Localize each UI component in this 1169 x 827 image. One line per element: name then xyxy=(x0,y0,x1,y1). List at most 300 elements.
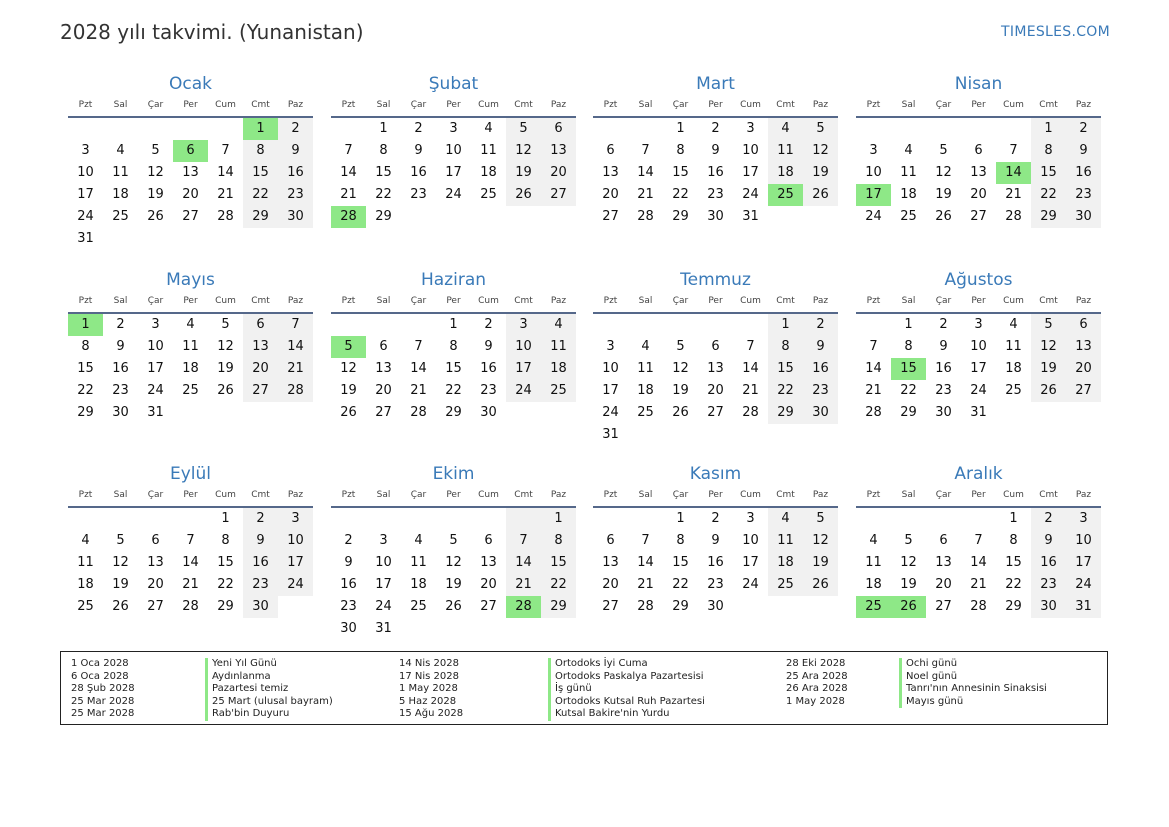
day-cell[interactable]: 25 xyxy=(182,383,199,398)
day-cell[interactable]: 19 xyxy=(217,361,234,376)
day-cell[interactable]: 19 xyxy=(445,577,462,592)
day-cell[interactable]: 18 xyxy=(768,552,803,574)
day-cell[interactable]: 9 xyxy=(116,339,125,354)
day-cell[interactable]: 13 xyxy=(602,165,619,180)
day-cell[interactable]: 14 xyxy=(340,165,357,180)
day-cell[interactable]: 22 xyxy=(217,577,234,592)
day-cell[interactable]: 22 xyxy=(1005,577,1022,592)
day-cell[interactable]: 26 xyxy=(217,383,234,398)
day-cell[interactable]: 25 xyxy=(410,599,427,614)
day-cell[interactable]: 15 xyxy=(445,361,462,376)
day-cell[interactable]: 7 xyxy=(746,339,755,354)
day-cell[interactable]: 13 xyxy=(147,555,164,570)
day-cell[interactable]: 16 xyxy=(480,361,497,376)
day-cell[interactable]: 25 xyxy=(112,209,129,224)
day-cell[interactable]: 7 xyxy=(414,339,423,354)
day-cell[interactable]: 27 xyxy=(541,184,576,206)
day-cell[interactable]: 20 xyxy=(1066,358,1101,380)
day-cell[interactable]: 3 xyxy=(278,508,313,530)
day-cell[interactable]: 17 xyxy=(742,555,759,570)
day-cell[interactable]: 3 xyxy=(746,511,755,526)
day-cell[interactable]: 30 xyxy=(480,405,497,420)
day-cell[interactable]: 6 xyxy=(939,533,948,548)
day-cell[interactable]: 24 xyxy=(375,599,392,614)
day-cell[interactable]: 15 xyxy=(672,555,689,570)
day-cell[interactable]: 29 xyxy=(243,206,278,228)
day-cell[interactable]: 21 xyxy=(637,577,654,592)
day-cell[interactable]: 18 xyxy=(900,187,917,202)
day-cell[interactable]: 10 xyxy=(970,339,987,354)
day-cell[interactable]: 27 xyxy=(970,209,987,224)
day-cell[interactable]: 23 xyxy=(480,383,497,398)
day-cell[interactable]: 23 xyxy=(1066,184,1101,206)
day-cell[interactable]: 4 xyxy=(541,314,576,336)
day-cell[interactable]: 7 xyxy=(186,533,195,548)
day-cell[interactable]: 14 xyxy=(865,361,882,376)
day-cell[interactable]: 21 xyxy=(865,383,882,398)
day-cell[interactable]: 13 xyxy=(375,361,392,376)
day-cell[interactable]: 5 xyxy=(939,143,948,158)
day-cell[interactable]: 20 xyxy=(375,383,392,398)
day-cell[interactable]: 1 xyxy=(449,317,458,332)
day-cell[interactable]: 25 xyxy=(1005,383,1022,398)
day-cell[interactable]: 21 xyxy=(340,187,357,202)
day-cell[interactable]: 11 xyxy=(112,165,129,180)
day-cell[interactable]: 9 xyxy=(344,555,353,570)
day-cell[interactable]: 12 xyxy=(112,555,129,570)
day-cell[interactable]: 6 xyxy=(484,533,493,548)
day-cell[interactable]: 25 xyxy=(77,599,94,614)
day-cell[interactable]: 22 xyxy=(768,380,803,402)
day-cell[interactable]: 31 xyxy=(147,405,164,420)
day-cell[interactable]: 3 xyxy=(974,317,983,332)
day-cell[interactable]: 10 xyxy=(278,530,313,552)
day-cell[interactable]: 17 xyxy=(1066,552,1101,574)
day-cell[interactable]: 14 xyxy=(742,361,759,376)
day-cell[interactable]: 8 xyxy=(379,143,388,158)
day-cell[interactable]: 12 xyxy=(445,555,462,570)
day-cell[interactable]: 15 xyxy=(217,555,234,570)
day-cell[interactable]: 16 xyxy=(707,165,724,180)
day-cell[interactable]: 17 xyxy=(856,184,891,206)
day-cell[interactable]: 24 xyxy=(602,405,619,420)
day-cell[interactable]: 12 xyxy=(147,165,164,180)
day-cell[interactable]: 8 xyxy=(221,533,230,548)
day-cell[interactable]: 17 xyxy=(77,187,94,202)
day-cell[interactable]: 14 xyxy=(217,165,234,180)
day-cell[interactable]: 10 xyxy=(865,165,882,180)
day-cell[interactable]: 30 xyxy=(243,596,278,618)
day-cell[interactable]: 8 xyxy=(768,336,803,358)
day-cell[interactable]: 7 xyxy=(641,143,650,158)
day-cell[interactable]: 23 xyxy=(243,574,278,596)
day-cell[interactable]: 18 xyxy=(637,383,654,398)
day-cell[interactable]: 14 xyxy=(637,165,654,180)
day-cell[interactable]: 6 xyxy=(151,533,160,548)
day-cell[interactable]: 14 xyxy=(970,555,987,570)
day-cell[interactable]: 30 xyxy=(707,599,724,614)
day-cell[interactable]: 11 xyxy=(865,555,882,570)
day-cell[interactable]: 20 xyxy=(182,187,199,202)
day-cell[interactable]: 16 xyxy=(243,552,278,574)
day-cell[interactable]: 8 xyxy=(1031,140,1066,162)
day-cell[interactable]: 18 xyxy=(112,187,129,202)
day-cell[interactable]: 8 xyxy=(904,339,913,354)
day-cell[interactable]: 2 xyxy=(711,511,720,526)
day-cell[interactable]: 2 xyxy=(484,317,493,332)
day-cell[interactable]: 4 xyxy=(81,533,90,548)
day-cell[interactable]: 22 xyxy=(375,187,392,202)
day-cell[interactable]: 2 xyxy=(1066,118,1101,140)
day-cell[interactable]: 6 xyxy=(379,339,388,354)
day-cell[interactable]: 21 xyxy=(742,383,759,398)
day-cell[interactable]: 22 xyxy=(243,184,278,206)
day-cell[interactable]: 16 xyxy=(410,165,427,180)
day-cell[interactable]: 7 xyxy=(221,143,230,158)
day-cell[interactable]: 29 xyxy=(900,405,917,420)
day-cell[interactable]: 30 xyxy=(112,405,129,420)
day-cell[interactable]: 10 xyxy=(742,533,759,548)
day-cell[interactable]: 10 xyxy=(742,143,759,158)
day-cell[interactable]: 21 xyxy=(506,574,541,596)
day-cell[interactable]: 3 xyxy=(606,339,615,354)
day-cell[interactable]: 1 xyxy=(68,314,103,336)
day-cell[interactable]: 3 xyxy=(869,143,878,158)
day-cell[interactable]: 21 xyxy=(637,187,654,202)
day-cell[interactable]: 3 xyxy=(449,121,458,136)
day-cell[interactable]: 21 xyxy=(970,577,987,592)
day-cell[interactable]: 10 xyxy=(1066,530,1101,552)
day-cell[interactable]: 3 xyxy=(379,533,388,548)
day-cell[interactable]: 5 xyxy=(116,533,125,548)
day-cell[interactable]: 28 xyxy=(865,405,882,420)
day-cell[interactable]: 29 xyxy=(672,209,689,224)
day-cell[interactable]: 28 xyxy=(637,599,654,614)
day-cell[interactable]: 16 xyxy=(935,361,952,376)
day-cell[interactable]: 25 xyxy=(768,184,803,206)
day-cell[interactable]: 7 xyxy=(869,339,878,354)
day-cell[interactable]: 19 xyxy=(340,383,357,398)
day-cell[interactable]: 2 xyxy=(116,317,125,332)
day-cell[interactable]: 2 xyxy=(414,121,423,136)
day-cell[interactable]: 15 xyxy=(375,165,392,180)
day-cell[interactable]: 2 xyxy=(278,118,313,140)
day-cell[interactable]: 28 xyxy=(278,380,313,402)
day-cell[interactable]: 30 xyxy=(1031,596,1066,618)
day-cell[interactable]: 22 xyxy=(672,187,689,202)
day-cell[interactable]: 13 xyxy=(1066,336,1101,358)
day-cell[interactable]: 8 xyxy=(1009,533,1018,548)
day-cell[interactable]: 4 xyxy=(768,508,803,530)
day-cell[interactable]: 26 xyxy=(803,574,838,596)
day-cell[interactable]: 13 xyxy=(935,555,952,570)
day-cell[interactable]: 20 xyxy=(541,162,576,184)
day-cell[interactable]: 8 xyxy=(676,533,685,548)
day-cell[interactable]: 27 xyxy=(375,405,392,420)
day-cell[interactable]: 11 xyxy=(900,165,917,180)
day-cell[interactable]: 19 xyxy=(803,162,838,184)
day-cell[interactable]: 13 xyxy=(182,165,199,180)
day-cell[interactable]: 5 xyxy=(904,533,913,548)
day-cell[interactable]: 14 xyxy=(637,555,654,570)
day-cell[interactable]: 8 xyxy=(81,339,90,354)
day-cell[interactable]: 17 xyxy=(278,552,313,574)
day-cell[interactable]: 27 xyxy=(935,599,952,614)
day-cell[interactable]: 20 xyxy=(147,577,164,592)
day-cell[interactable]: 31 xyxy=(742,209,759,224)
day-cell[interactable]: 29 xyxy=(1031,206,1066,228)
day-cell[interactable]: 3 xyxy=(746,121,755,136)
day-cell[interactable]: 22 xyxy=(1031,184,1066,206)
day-cell[interactable]: 5 xyxy=(331,336,366,358)
day-cell[interactable]: 9 xyxy=(414,143,423,158)
day-cell[interactable]: 1 xyxy=(768,314,803,336)
day-cell[interactable]: 12 xyxy=(935,165,952,180)
day-cell[interactable]: 7 xyxy=(974,533,983,548)
day-cell[interactable]: 19 xyxy=(1031,358,1066,380)
day-cell[interactable]: 10 xyxy=(602,361,619,376)
day-cell[interactable]: 16 xyxy=(707,555,724,570)
day-cell[interactable]: 28 xyxy=(331,206,366,228)
day-cell[interactable]: 24 xyxy=(1066,574,1101,596)
day-cell[interactable]: 18 xyxy=(182,361,199,376)
day-cell[interactable]: 11 xyxy=(77,555,94,570)
day-cell[interactable]: 7 xyxy=(344,143,353,158)
day-cell[interactable]: 14 xyxy=(410,361,427,376)
day-cell[interactable]: 4 xyxy=(869,533,878,548)
day-cell[interactable]: 9 xyxy=(1031,530,1066,552)
day-cell[interactable]: 21 xyxy=(217,187,234,202)
day-cell[interactable]: 15 xyxy=(243,162,278,184)
day-cell[interactable]: 15 xyxy=(77,361,94,376)
day-cell[interactable]: 29 xyxy=(768,402,803,424)
day-cell[interactable]: 22 xyxy=(541,574,576,596)
day-cell[interactable]: 27 xyxy=(147,599,164,614)
day-cell[interactable]: 2 xyxy=(243,508,278,530)
day-cell[interactable]: 2 xyxy=(711,121,720,136)
day-cell[interactable]: 25 xyxy=(541,380,576,402)
day-cell[interactable]: 9 xyxy=(939,339,948,354)
day-cell[interactable]: 1 xyxy=(541,508,576,530)
day-cell[interactable]: 27 xyxy=(182,209,199,224)
day-cell[interactable]: 10 xyxy=(445,143,462,158)
day-cell[interactable]: 18 xyxy=(410,577,427,592)
day-cell[interactable]: 26 xyxy=(803,184,838,206)
day-cell[interactable]: 1 xyxy=(1031,118,1066,140)
day-cell[interactable]: 6 xyxy=(173,140,208,162)
day-cell[interactable]: 1 xyxy=(243,118,278,140)
day-cell[interactable]: 11 xyxy=(182,339,199,354)
day-cell[interactable]: 12 xyxy=(1031,336,1066,358)
day-cell[interactable]: 14 xyxy=(182,555,199,570)
day-cell[interactable]: 23 xyxy=(707,187,724,202)
day-cell[interactable]: 23 xyxy=(707,577,724,592)
day-cell[interactable]: 5 xyxy=(506,118,541,140)
day-cell[interactable]: 18 xyxy=(480,165,497,180)
day-cell[interactable]: 29 xyxy=(77,405,94,420)
day-cell[interactable]: 20 xyxy=(480,577,497,592)
day-cell[interactable]: 30 xyxy=(935,405,952,420)
day-cell[interactable]: 23 xyxy=(410,187,427,202)
day-cell[interactable]: 2 xyxy=(344,533,353,548)
day-cell[interactable]: 26 xyxy=(891,596,926,618)
day-cell[interactable]: 24 xyxy=(147,383,164,398)
day-cell[interactable]: 7 xyxy=(641,533,650,548)
day-cell[interactable]: 31 xyxy=(970,405,987,420)
day-cell[interactable]: 4 xyxy=(414,533,423,548)
day-cell[interactable]: 27 xyxy=(1066,380,1101,402)
day-cell[interactable]: 18 xyxy=(1005,361,1022,376)
day-cell[interactable]: 11 xyxy=(768,140,803,162)
day-cell[interactable]: 4 xyxy=(768,118,803,140)
day-cell[interactable]: 17 xyxy=(970,361,987,376)
day-cell[interactable]: 12 xyxy=(506,140,541,162)
day-cell[interactable]: 31 xyxy=(1066,596,1101,618)
day-cell[interactable]: 23 xyxy=(340,599,357,614)
day-cell[interactable]: 7 xyxy=(1009,143,1018,158)
day-cell[interactable]: 29 xyxy=(672,599,689,614)
day-cell[interactable]: 28 xyxy=(182,599,199,614)
day-cell[interactable]: 22 xyxy=(445,383,462,398)
day-cell[interactable]: 5 xyxy=(803,118,838,140)
day-cell[interactable]: 19 xyxy=(935,187,952,202)
day-cell[interactable]: 14 xyxy=(506,552,541,574)
day-cell[interactable]: 18 xyxy=(77,577,94,592)
day-cell[interactable]: 6 xyxy=(606,143,615,158)
day-cell[interactable]: 15 xyxy=(541,552,576,574)
day-cell[interactable]: 4 xyxy=(641,339,650,354)
day-cell[interactable]: 9 xyxy=(1066,140,1101,162)
day-cell[interactable]: 5 xyxy=(803,508,838,530)
day-cell[interactable]: 17 xyxy=(375,577,392,592)
day-cell[interactable]: 28 xyxy=(970,599,987,614)
day-cell[interactable]: 15 xyxy=(768,358,803,380)
day-cell[interactable]: 16 xyxy=(340,577,357,592)
day-cell[interactable]: 29 xyxy=(541,596,576,618)
day-cell[interactable]: 24 xyxy=(742,187,759,202)
day-cell[interactable]: 23 xyxy=(1031,574,1066,596)
day-cell[interactable]: 28 xyxy=(1005,209,1022,224)
day-cell[interactable]: 31 xyxy=(375,621,392,636)
day-cell[interactable]: 18 xyxy=(768,162,803,184)
day-cell[interactable]: 27 xyxy=(602,599,619,614)
day-cell[interactable]: 9 xyxy=(711,533,720,548)
day-cell[interactable]: 28 xyxy=(217,209,234,224)
day-cell[interactable]: 23 xyxy=(803,380,838,402)
day-cell[interactable]: 20 xyxy=(707,383,724,398)
day-cell[interactable]: 9 xyxy=(803,336,838,358)
day-cell[interactable]: 30 xyxy=(340,621,357,636)
day-cell[interactable]: 27 xyxy=(480,599,497,614)
day-cell[interactable]: 1 xyxy=(221,511,230,526)
day-cell[interactable]: 22 xyxy=(672,577,689,592)
day-cell[interactable]: 2 xyxy=(803,314,838,336)
day-cell[interactable]: 17 xyxy=(147,361,164,376)
day-cell[interactable]: 21 xyxy=(410,383,427,398)
day-cell[interactable]: 30 xyxy=(1066,206,1101,228)
day-cell[interactable]: 6 xyxy=(541,118,576,140)
day-cell[interactable]: 5 xyxy=(676,339,685,354)
day-cell[interactable]: 4 xyxy=(904,143,913,158)
day-cell[interactable]: 14 xyxy=(996,162,1031,184)
day-cell[interactable]: 3 xyxy=(81,143,90,158)
day-cell[interactable]: 31 xyxy=(77,231,94,246)
day-cell[interactable]: 25 xyxy=(480,187,497,202)
day-cell[interactable]: 10 xyxy=(506,336,541,358)
day-cell[interactable]: 14 xyxy=(278,336,313,358)
day-cell[interactable]: 17 xyxy=(742,165,759,180)
day-cell[interactable]: 26 xyxy=(935,209,952,224)
day-cell[interactable]: 26 xyxy=(1031,380,1066,402)
day-cell[interactable]: 3 xyxy=(506,314,541,336)
day-cell[interactable]: 3 xyxy=(151,317,160,332)
day-cell[interactable]: 27 xyxy=(707,405,724,420)
day-cell[interactable]: 12 xyxy=(217,339,234,354)
day-cell[interactable]: 9 xyxy=(278,140,313,162)
day-cell[interactable]: 27 xyxy=(602,209,619,224)
day-cell[interactable]: 10 xyxy=(375,555,392,570)
day-cell[interactable]: 11 xyxy=(768,530,803,552)
day-cell[interactable]: 18 xyxy=(541,358,576,380)
day-cell[interactable]: 12 xyxy=(340,361,357,376)
day-cell[interactable]: 12 xyxy=(803,530,838,552)
day-cell[interactable]: 24 xyxy=(445,187,462,202)
day-cell[interactable]: 20 xyxy=(602,187,619,202)
day-cell[interactable]: 22 xyxy=(900,383,917,398)
day-cell[interactable]: 25 xyxy=(856,596,891,618)
day-cell[interactable]: 19 xyxy=(506,162,541,184)
day-cell[interactable]: 29 xyxy=(217,599,234,614)
day-cell[interactable]: 12 xyxy=(900,555,917,570)
day-cell[interactable]: 16 xyxy=(278,162,313,184)
day-cell[interactable]: 5 xyxy=(151,143,160,158)
day-cell[interactable]: 26 xyxy=(147,209,164,224)
day-cell[interactable]: 25 xyxy=(900,209,917,224)
day-cell[interactable]: 8 xyxy=(541,530,576,552)
day-cell[interactable]: 28 xyxy=(742,405,759,420)
day-cell[interactable]: 4 xyxy=(116,143,125,158)
day-cell[interactable]: 11 xyxy=(1005,339,1022,354)
day-cell[interactable]: 3 xyxy=(1066,508,1101,530)
day-cell[interactable]: 10 xyxy=(147,339,164,354)
day-cell[interactable]: 24 xyxy=(742,577,759,592)
day-cell[interactable]: 19 xyxy=(900,577,917,592)
day-cell[interactable]: 17 xyxy=(506,358,541,380)
day-cell[interactable]: 1 xyxy=(1009,511,1018,526)
day-cell[interactable]: 20 xyxy=(970,187,987,202)
day-cell[interactable]: 15 xyxy=(672,165,689,180)
day-cell[interactable]: 21 xyxy=(182,577,199,592)
day-cell[interactable]: 23 xyxy=(112,383,129,398)
day-cell[interactable]: 28 xyxy=(506,596,541,618)
day-cell[interactable]: 30 xyxy=(278,206,313,228)
day-cell[interactable]: 13 xyxy=(541,140,576,162)
day-cell[interactable]: 1 xyxy=(676,511,685,526)
day-cell[interactable]: 8 xyxy=(449,339,458,354)
day-cell[interactable]: 24 xyxy=(970,383,987,398)
day-cell[interactable]: 11 xyxy=(410,555,427,570)
day-cell[interactable]: 4 xyxy=(1009,317,1018,332)
day-cell[interactable]: 24 xyxy=(77,209,94,224)
day-cell[interactable]: 24 xyxy=(278,574,313,596)
day-cell[interactable]: 29 xyxy=(375,209,392,224)
day-cell[interactable]: 16 xyxy=(112,361,129,376)
day-cell[interactable]: 9 xyxy=(711,143,720,158)
day-cell[interactable]: 6 xyxy=(243,314,278,336)
day-cell[interactable]: 9 xyxy=(484,339,493,354)
day-cell[interactable]: 25 xyxy=(768,574,803,596)
day-cell[interactable]: 13 xyxy=(707,361,724,376)
